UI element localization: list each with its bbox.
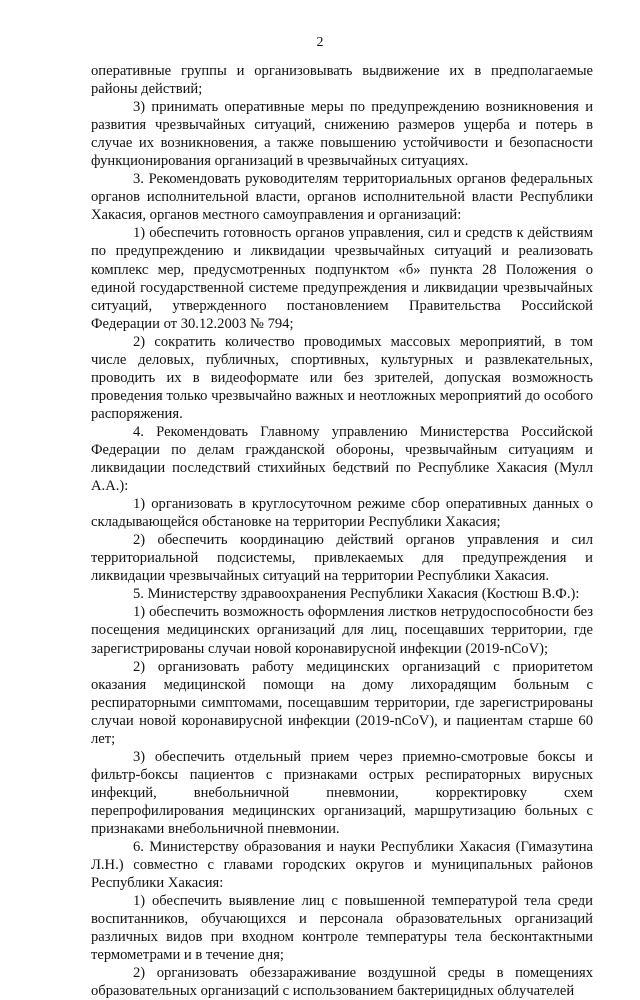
document-body <box>91 62 593 1000</box>
paragraph-item-3-1: 1) обеспечить готовность органов управления, сил и средств к действиям по предупреждению и ликвидации чрезвычайных ситуаций и реализовать комплекс мер, предусмотренных подпунктом «б» пункта 28 Положения о единой государственной системе предупреждения и ликвидации чрезвычайных ситуаций, утвержденного постановлением Правительства Российской Федерации от 30.12.2003 № 794; <box>91 225 593 332</box>
paragraph-section-3: 3. Рекомендовать руководителям территориальных органов федеральных органов исполнительной власти, органов исполнительной власти Республики Хакасия, органов местного самоуправления и организаций: <box>91 171 593 224</box>
paragraph-section-5: 5. Министерству здравоохранения Республики Хакасия (Костюш В.Ф.): <box>133 586 580 603</box>
paragraph-item-2-3: 3) принимать оперативные меры по предупреждению возникновения и развития чрезвычайных ситуаций, снижению размеров ущерба и потерь в случае их возникновения, а также повышению устойчивости и безопасности функционирования организаций в чрезвычайных ситуациях. <box>91 99 593 170</box>
paragraph-item-4-1: 1) организовать в круглосуточном режиме сбор оперативных данных о складывающейся обстановке на территории Республики Хакасия; <box>91 496 593 531</box>
paragraph-item-5-2: 2) организовать работу медицинских организаций с приоритетом оказания медицинской помощи на дому лихорадящим больным с респираторными симптомами, посещавшим территории, где зарегистрированы случаи новой коронавирусной инфекции (2019-nCoV), и пациентам старше 60 лет; <box>91 658 593 747</box>
page-number: 2 <box>316 35 324 50</box>
paragraph-item-6-2: 2) организовать обеззараживание воздушной среды в помещениях образовательных организаций с использованием бактерицидных облучателей <box>91 965 593 1000</box>
paragraph-section-6: 6. Министерству образования и науки Республики Хакасия (Гимазутина Л.Н.) совместно с главами городских округов и муниципальных районов Республики Хакасия: <box>91 839 593 892</box>
paragraph-continuation: оперативные группы и организовывать выдвижение их в предполагаемые районы действий; <box>91 63 593 98</box>
paragraph-item-4-2: 2) обеспечить координацию действий органов управления и сил территориальной подсистемы, привлекаемых для предупреждения и ликвидации чрезвычайных ситуаций на территории Республики Хакасия. <box>91 532 593 585</box>
paragraph-section-4: 4. Рекомендовать Главному управлению Министерства Российской Федерации по делам гражданской обороны, чрезвычайным ситуациям и ликвидации последствий стихийных бедствий по Республике Хакасия (Мулл А.А.): <box>91 423 593 495</box>
paragraph-item-5-3: 3) обеспечить отдельный прием через приемно-смотровые боксы и фильтр-боксы пациентов с признаками острых респираторных вирусных инфекций, внебольничной пневмонии, корректировку схем перепрофилирования медицинских организаций, маршрутизацию больных с признаками внебольничной пневмонии. <box>91 748 593 837</box>
paragraph-item-6-1: 1) обеспечить выявление лиц с повышенной температурой тела среди воспитанников, обучающихся и персонала образовательных организаций различных видов при входном контроле температуры тела бесконтактными термометрами и в течение дня; <box>91 893 593 964</box>
paragraph-item-3-2: 2) сократить количество проводимых массовых мероприятий, в том числе деловых, публичных, спортивных, культурных и развлекательных, проводить их в видеоформате или без зрителей, допуская возможность проведения только чрезвычайно важных и неотложных мероприятий до особого распоряжения. <box>91 333 593 422</box>
paragraph-item-5-1: 1) обеспечить возможность оформления листков нетрудоспособности без посещения медицинских организаций для лиц, посещавших территории, где зарегистрированы случаи новой коронавирусной инфекции (2019-nCoV); <box>91 604 593 657</box>
